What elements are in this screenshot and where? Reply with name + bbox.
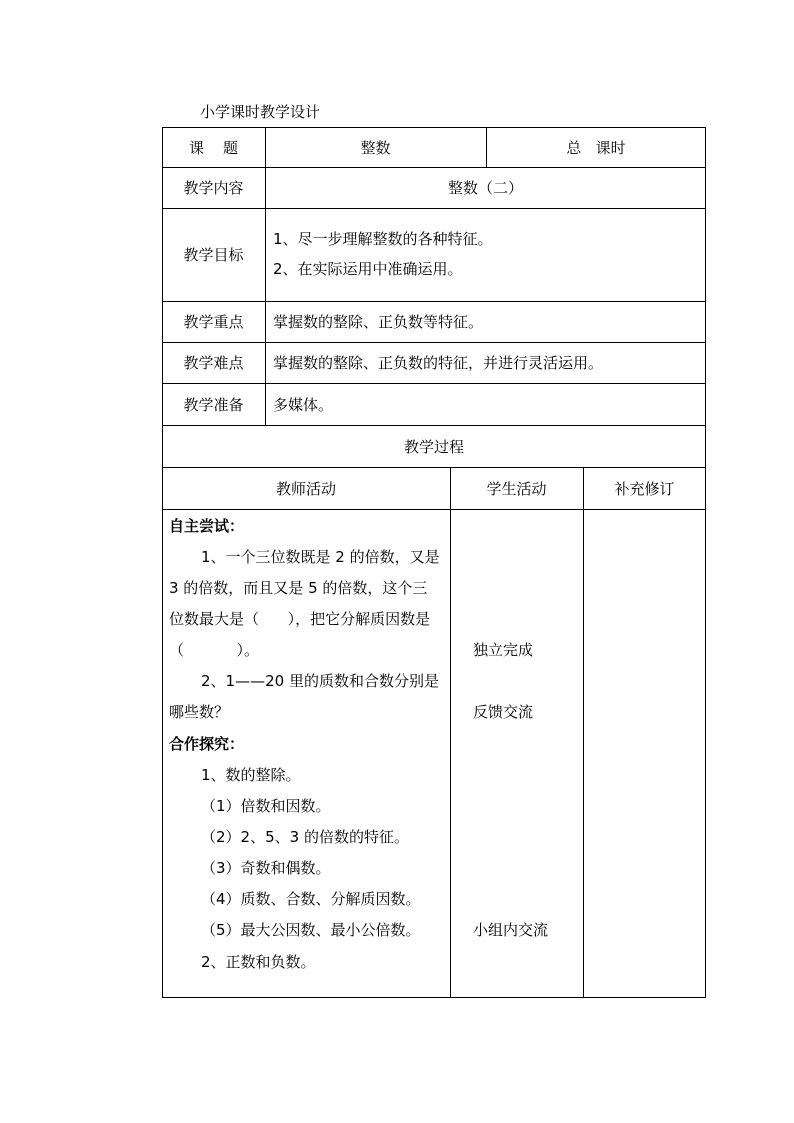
row-divider bbox=[162, 509, 706, 510]
topic-label: 课 题 bbox=[188, 138, 239, 157]
self-attempt-heading: 自主尝试： bbox=[169, 517, 245, 535]
teacher-activity-header: 教师活动 bbox=[275, 479, 336, 498]
student-activity-item: 独立完成 bbox=[473, 641, 534, 659]
teacher-line: 2、正数和负数。 bbox=[201, 953, 316, 971]
process-header: 教学过程 bbox=[403, 437, 464, 456]
objectives-label: 教学目标 bbox=[183, 246, 244, 264]
topic-value: 整数 bbox=[360, 138, 391, 157]
document-title: 小学课时教学设计 bbox=[200, 103, 321, 121]
cooperative-heading: 合作探究： bbox=[169, 735, 245, 753]
teacher-line: 1、一个三位数既是 2 的倍数，又是 bbox=[201, 548, 440, 566]
revision-header: 补充修订 bbox=[614, 479, 675, 498]
key-points-label: 教学重点 bbox=[183, 313, 244, 331]
preparation-value: 多媒体。 bbox=[273, 395, 334, 414]
objective-line: 1、尽一步理解整数的各种特征。 bbox=[273, 230, 493, 248]
content-value: 整数（二） bbox=[447, 179, 523, 197]
teacher-line: 2、1——20 里的质数和合数分别是 bbox=[201, 672, 439, 690]
teacher-line: 3 的倍数，而且又是 5 的倍数，这个三 bbox=[169, 579, 428, 597]
teacher-line: （ ）。 bbox=[169, 641, 259, 659]
col-divider bbox=[583, 467, 584, 998]
student-activity-header: 学生活动 bbox=[486, 479, 547, 498]
preparation-label: 教学准备 bbox=[183, 395, 244, 414]
teacher-line: （4）质数、合数、分解质因数。 bbox=[201, 890, 421, 908]
student-activity-item: 小组内交流 bbox=[473, 921, 549, 939]
teacher-line: 1、数的整除。 bbox=[201, 766, 301, 784]
total-periods-label: 总 课时 bbox=[566, 138, 626, 157]
teacher-line: 哪些数？ bbox=[169, 703, 230, 721]
difficulties-value: 掌握数的整除、正负数的特征，并进行灵活运用。 bbox=[273, 354, 604, 372]
teacher-line: （2）2、5、3 的倍数的特征。 bbox=[201, 828, 409, 846]
teacher-line: 位数最大是（ ），把它分解质因数是 bbox=[169, 610, 431, 628]
student-activity-item: 反馈交流 bbox=[473, 703, 534, 721]
teacher-line: （3）奇数和偶数。 bbox=[201, 859, 331, 877]
objective-line: 2、在实际运用中准确运用。 bbox=[273, 260, 463, 278]
teacher-line: （5）最大公因数、最小公倍数。 bbox=[201, 921, 421, 939]
difficulties-label: 教学难点 bbox=[183, 354, 244, 372]
content-label: 教学内容 bbox=[183, 179, 244, 197]
teacher-line: （1）倍数和因数。 bbox=[201, 797, 331, 815]
col-divider bbox=[450, 467, 451, 998]
key-points-value: 掌握数的整除、正负数等特征。 bbox=[273, 313, 484, 331]
